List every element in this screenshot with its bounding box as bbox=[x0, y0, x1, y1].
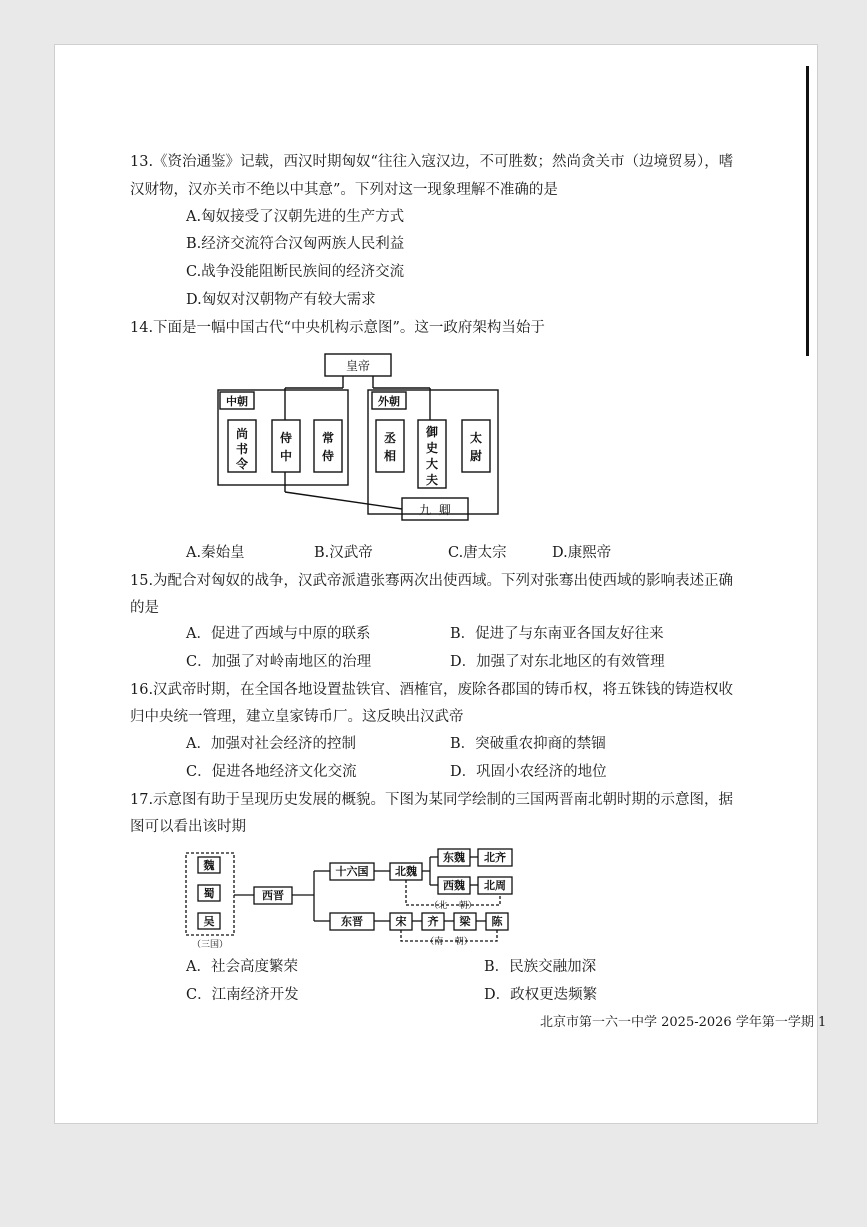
q14-option-a[interactable]: A.秦始皇 bbox=[186, 545, 245, 561]
q13-stem-line2: 汉财物，汉亦关市不绝以中其意”。下列对这一现象理解不准确的是 bbox=[130, 182, 558, 198]
q13-option-a[interactable]: A.匈奴接受了汉朝先进的生产方式 bbox=[186, 209, 405, 225]
southern-dynasties-label: （南 朝） bbox=[425, 937, 473, 947]
song-node: 宋 bbox=[395, 915, 407, 928]
q13-option-c[interactable]: C.战争没能阻断民族间的经济交流 bbox=[186, 264, 405, 280]
emperor-node: 皇帝 bbox=[345, 359, 371, 373]
inner-post-3-char1: 常 bbox=[321, 431, 335, 445]
q13-option-b[interactable]: B.经济交流符合汉匈两族人民利益 bbox=[186, 236, 405, 252]
chen-node: 陈 bbox=[491, 915, 503, 928]
outer-post-3-char1: 太 bbox=[469, 431, 483, 445]
inner-post-1-char3: 令 bbox=[235, 457, 249, 471]
q17-stem-line2: 图可以看出该时期 bbox=[130, 819, 246, 835]
q14-option-d[interactable]: D.康熙帝 bbox=[552, 545, 612, 561]
q16-option-c[interactable]: C．促进各地经济文化交流 bbox=[186, 764, 357, 780]
outer-post-2-char2: 史 bbox=[425, 441, 439, 455]
q16-option-a[interactable]: A．加强对社会经济的控制 bbox=[186, 736, 356, 752]
inner-post-1-char2: 书 bbox=[235, 442, 249, 456]
outer-post-2-char3: 大 bbox=[425, 457, 439, 471]
q14-option-c[interactable]: C.唐太宗 bbox=[448, 545, 507, 561]
q16-stem-line1: 16.汉武帝时期，在全国各地设置盐铁官、酒榷官，废除各郡国的铸币权，将五铢钱的铸造权收 bbox=[130, 682, 734, 698]
outer-post-2-char4: 夫 bbox=[425, 473, 439, 487]
page-footer: 北京市第一六一中学 2025-2026 学年第一学期 1 bbox=[540, 1015, 827, 1030]
q13-stem-line1: 13.《资治通鉴》记载，西汉时期匈奴“往往入寇汉边，不可胜数；然尚贪关市（边境贸易），嗜 bbox=[130, 154, 734, 170]
q17-stem-line1: 17.示意图有助于呈现历史发展的概貌。下图为某同学绘制的三国两晋南北朝时期的示意图，据 bbox=[130, 792, 734, 808]
northern-qi-node: 北齐 bbox=[484, 851, 506, 864]
q15-option-c[interactable]: C．加强了对岭南地区的治理 bbox=[186, 654, 372, 670]
inner-court-label: 中朝 bbox=[226, 395, 248, 408]
q17-option-d[interactable]: D．政权更迭频繁 bbox=[484, 987, 598, 1003]
q15-option-d[interactable]: D．加强了对东北地区的有效管理 bbox=[450, 654, 665, 670]
northern-dynasties-label: （北 朝） bbox=[429, 901, 477, 911]
eastern-jin-node: 东晋 bbox=[341, 915, 363, 928]
q17-option-a[interactable]: A．社会高度繁荣 bbox=[186, 959, 298, 975]
dynasties-diagram bbox=[180, 845, 540, 955]
liang-node: 梁 bbox=[459, 915, 471, 928]
central-institutions-diagram bbox=[210, 350, 510, 530]
q14-option-b[interactable]: B.汉武帝 bbox=[314, 545, 373, 561]
q16-option-b[interactable]: B．突破重农抑商的禁锢 bbox=[450, 736, 606, 752]
q15-option-a[interactable]: A．促进了西域与中原的联系 bbox=[186, 626, 371, 642]
wu-node: 吴 bbox=[203, 915, 215, 928]
qi-node: 齐 bbox=[427, 915, 439, 928]
sixteen-kingdoms-node: 十六国 bbox=[335, 865, 369, 878]
q15-stem-line1: 15.为配合对匈奴的战争，汉武帝派遣张骞两次出使西域。下列对张骞出使西域的影响表述正确 bbox=[130, 573, 734, 589]
western-wei-node: 西魏 bbox=[443, 879, 465, 892]
binding-edge-line bbox=[806, 66, 809, 356]
wei-node: 魏 bbox=[203, 859, 215, 872]
outer-post-1-char1: 丞 bbox=[383, 431, 397, 445]
northern-zhou-node: 北周 bbox=[484, 879, 506, 892]
q14-stem: 14.下面是一幅中国古代“中央机构示意图”。这一政府架构当始于 bbox=[130, 320, 545, 336]
shu-node: 蜀 bbox=[203, 887, 215, 900]
outer-post-3-char2: 尉 bbox=[469, 449, 483, 463]
inner-post-2-char1: 侍 bbox=[279, 431, 293, 445]
q15-option-b[interactable]: B．促进了与东南亚各国友好往来 bbox=[450, 626, 664, 642]
q13-option-d[interactable]: D.匈奴对汉朝物产有较大需求 bbox=[186, 292, 376, 308]
q15-stem-line2: 的是 bbox=[130, 600, 159, 616]
inner-post-2-char2: 中 bbox=[279, 449, 293, 463]
three-kingdoms-label: （三国） bbox=[191, 940, 229, 950]
q16-option-d[interactable]: D．巩固小农经济的地位 bbox=[450, 764, 607, 780]
northern-wei-node: 北魏 bbox=[395, 865, 417, 878]
q16-stem-line2: 归中央统一管理，建立皇家铸币厂。这反映出汉武帝 bbox=[130, 709, 464, 725]
inner-post-1-char1: 尚 bbox=[235, 427, 249, 441]
inner-post-3-char2: 侍 bbox=[321, 449, 335, 463]
q17-option-b[interactable]: B．民族交融加深 bbox=[484, 959, 597, 975]
nine-ministers-node: 九 卿 bbox=[419, 503, 451, 517]
q17-option-c[interactable]: C．江南经济开发 bbox=[186, 987, 299, 1003]
outer-court-label: 外朝 bbox=[378, 395, 400, 408]
outer-post-2-char1: 御 bbox=[425, 425, 439, 439]
outer-post-1-char2: 相 bbox=[383, 449, 397, 463]
western-jin-node: 西晋 bbox=[262, 889, 284, 902]
eastern-wei-node: 东魏 bbox=[443, 851, 465, 864]
